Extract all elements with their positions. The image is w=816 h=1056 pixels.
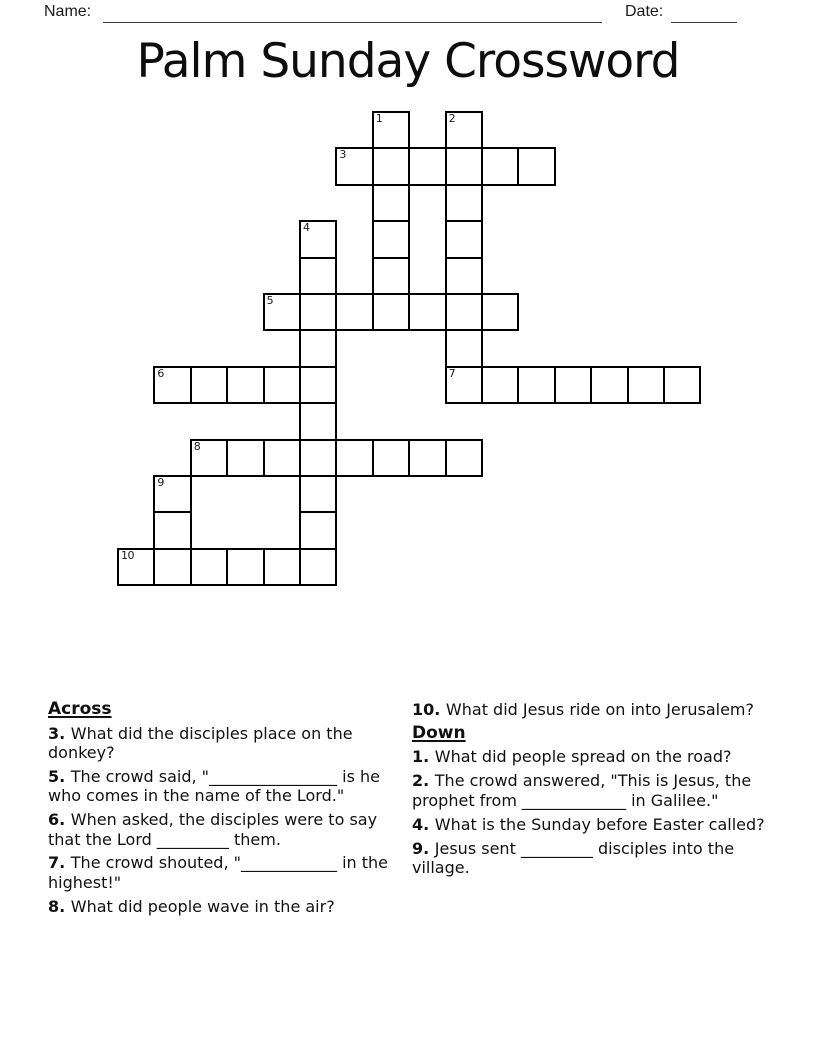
grid-cell[interactable]: [408, 439, 446, 477]
grid-cell[interactable]: [590, 366, 628, 404]
clue-number: 6.: [48, 810, 71, 830]
grid-cell[interactable]: [517, 366, 555, 404]
clue-1: [412, 747, 768, 766]
page-title: Palm Sunday Crossword: [136, 34, 680, 89]
grid-cell[interactable]: [153, 366, 191, 404]
grid-cell[interactable]: [445, 220, 483, 258]
cell-number: 3: [339, 148, 346, 162]
name-blank-line[interactable]: [103, 2, 602, 23]
grid-cell[interactable]: [153, 511, 191, 549]
clues-column-right: [412, 700, 768, 882]
cell-number: 10: [121, 548, 134, 562]
clues-column-left: [48, 700, 402, 921]
down-header: Down: [412, 722, 466, 743]
grid-cell[interactable]: [627, 366, 665, 404]
clue-number: 1.: [412, 747, 435, 767]
grid-cell[interactable]: [263, 293, 301, 331]
grid-cell[interactable]: [372, 439, 410, 477]
grid-cell[interactable]: [445, 439, 483, 477]
grid-cell[interactable]: [299, 220, 337, 258]
clue-text: When asked, the disciples were to say that the Lord _________ them.: [48, 810, 378, 849]
grid-cell[interactable]: [299, 548, 337, 586]
grid-cell[interactable]: [226, 548, 264, 586]
grid-cell[interactable]: [372, 293, 410, 331]
clue-2: [412, 771, 768, 810]
grid-cell[interactable]: [445, 293, 483, 331]
grid-cell[interactable]: [190, 548, 228, 586]
name-label: Name:: [44, 3, 92, 20]
clue-text: The crowd shouted, "____________ in the highest!": [48, 853, 388, 892]
grid-cell[interactable]: [117, 548, 155, 586]
grid-cell[interactable]: [445, 111, 483, 149]
grid-cell[interactable]: [335, 147, 373, 185]
grid-cell[interactable]: [299, 293, 337, 331]
cell-number: 1: [375, 112, 383, 125]
clue-9: [412, 839, 768, 878]
grid-cell[interactable]: [190, 439, 228, 477]
grid-cell[interactable]: [481, 293, 519, 331]
grid-cell[interactable]: [445, 257, 483, 295]
grid-cell[interactable]: [408, 147, 446, 185]
clue-number: 9.: [412, 838, 435, 858]
clue-text: The crowd answered, "This is Jesus, the prophet from _____________ in Galilee.": [412, 771, 752, 810]
grid-cell[interactable]: [263, 548, 301, 586]
clue-number: 8.: [48, 896, 71, 916]
clue-text: What did people spread on the road?: [434, 747, 732, 767]
cell-number: 6: [157, 366, 164, 380]
across-header: Across: [48, 699, 112, 719]
grid-cell[interactable]: [372, 184, 410, 222]
clue-5: [48, 767, 402, 806]
grid-cell[interactable]: [226, 366, 264, 404]
grid-cell[interactable]: [663, 366, 701, 404]
grid-cell[interactable]: [299, 475, 337, 513]
grid-cell[interactable]: [299, 257, 337, 295]
cell-number: 5: [266, 294, 274, 307]
date-blank-line[interactable]: [671, 2, 737, 23]
clue-10: [412, 700, 768, 719]
grid-cell[interactable]: [408, 293, 446, 331]
grid-cell[interactable]: [335, 439, 373, 477]
grid-cell[interactable]: [372, 257, 410, 295]
clue-number: 4.: [412, 814, 435, 834]
cell-number: 7: [448, 366, 456, 380]
grid-cell[interactable]: [372, 111, 410, 149]
grid-cell[interactable]: [299, 329, 337, 367]
cell-number: 9: [157, 476, 164, 489]
grid-cell[interactable]: [517, 147, 555, 185]
clue-text: Jesus sent _________ disciples into the village.: [412, 838, 735, 877]
grid-cell[interactable]: [445, 184, 483, 222]
clue-text: What did the disciples place on the donkey?: [48, 723, 353, 762]
cell-number: 4: [303, 221, 310, 235]
clue-number: 7.: [48, 853, 71, 873]
clue-number: 5.: [48, 766, 71, 786]
clue-4: [412, 815, 768, 834]
clue-8: [48, 897, 402, 916]
grid-cell[interactable]: [554, 366, 592, 404]
grid-cell[interactable]: [153, 548, 191, 586]
grid-cell[interactable]: [445, 329, 483, 367]
grid-cell[interactable]: [372, 147, 410, 185]
grid-cell[interactable]: [372, 220, 410, 258]
grid-cell[interactable]: [263, 439, 301, 477]
grid-cell[interactable]: [153, 475, 191, 513]
grid-cell[interactable]: [263, 366, 301, 404]
grid-cell[interactable]: [299, 439, 337, 477]
grid-cell[interactable]: [335, 293, 373, 331]
clue-7: [48, 853, 402, 892]
grid-cell[interactable]: [445, 366, 483, 404]
grid-cell[interactable]: [299, 366, 337, 404]
date-label: Date:: [625, 3, 664, 20]
cell-number: 8: [193, 439, 201, 453]
clue-text: The crowd said, "________________ is he who comes in the name of the Lord.": [48, 766, 380, 806]
clue-text: What is the Sunday before Easter called?: [434, 814, 765, 834]
grid-cell[interactable]: [445, 147, 483, 185]
grid-cell[interactable]: [481, 366, 519, 404]
cell-number: 2: [448, 112, 456, 125]
clue-text: What did Jesus ride on into Jerusalem?: [445, 700, 754, 719]
grid-cell[interactable]: [190, 366, 228, 404]
grid-cell[interactable]: [299, 511, 337, 549]
clue-number: 10.: [412, 700, 446, 719]
clue-6: [48, 810, 402, 849]
clue-text: What did people wave in the air?: [70, 896, 335, 916]
clue-number: 2.: [412, 771, 435, 791]
clue-number: 3.: [48, 723, 71, 743]
clue-3: [48, 724, 402, 763]
grid-cell[interactable]: [481, 147, 519, 185]
grid-cell[interactable]: [226, 439, 264, 477]
grid-cell[interactable]: [299, 402, 337, 440]
